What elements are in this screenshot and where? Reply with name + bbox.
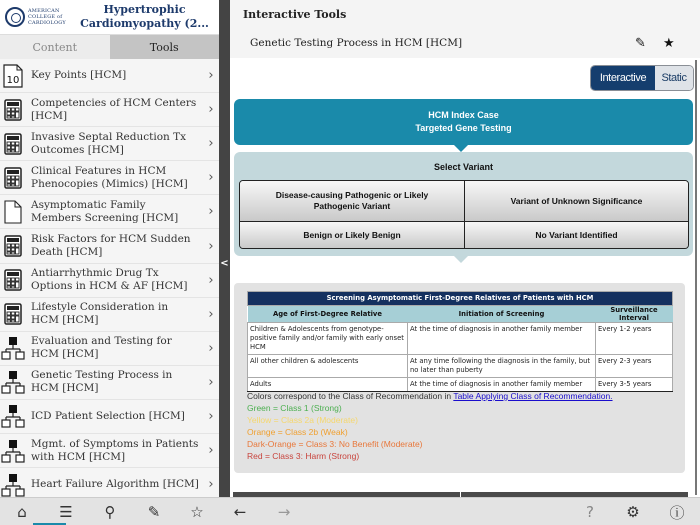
chevron-right-icon: › (208, 68, 214, 84)
variant-vus-button[interactable]: Variant of Unknown Significance (464, 181, 688, 221)
svg-text:10: 10 (6, 74, 20, 86)
chevron-right-icon: › (208, 272, 214, 288)
favorites-star-icon[interactable]: ☆ (190, 503, 204, 521)
home-icon[interactable]: ⌂ (17, 503, 27, 521)
table-row: All other children & adolescents At any time following the diagnosis in the family, but no later than puberty Every 2-3 years (248, 355, 673, 378)
bottom-toolbar (0, 497, 700, 525)
calculator-icon (1, 97, 25, 123)
favorite-star-icon[interactable]: ★ (663, 36, 675, 51)
sidebar-item-label: Key Points [HCM] (31, 69, 127, 82)
logo-text: AMERICAN COLLEGE of CARDIOLOGY (28, 8, 66, 26)
sidebar-header (0, 0, 219, 35)
tab-content[interactable]: Content (0, 35, 110, 59)
sidebar-item-label: Asymptomatic Family Members Screening [HCM] (31, 198, 179, 224)
sidebar-item[interactable] (0, 93, 219, 127)
screening-panel (234, 283, 685, 473)
column-header: Age of First-Degree Relative (248, 306, 408, 323)
static-button[interactable]: Static (655, 66, 693, 90)
key-points-icon (1, 63, 25, 89)
chevron-right-icon: › (208, 170, 214, 186)
legend-item: Red = Class 3: Harm (Strong) (247, 451, 360, 461)
legend-item: Green = Class 1 (Strong) (247, 403, 342, 413)
arrow-down-icon (454, 256, 468, 263)
sidebar-item[interactable] (0, 264, 219, 298)
app-title: Hypertrophic Cardiomyopathy (2... (80, 3, 209, 30)
select-variant-box (234, 152, 693, 256)
sidebar-item[interactable] (0, 332, 219, 366)
flowchart-icon (1, 369, 25, 395)
edit-icon[interactable]: ✎ (147, 503, 161, 521)
sidebar (0, 0, 219, 497)
sidebar-item-label: Competencies of HCM Centers [HCM] (31, 96, 197, 122)
table-caption: Screening Asymptomatic First-Degree Relatives of Patients with HCM (248, 292, 673, 306)
document-icon (1, 199, 25, 225)
calculator-icon (1, 301, 25, 327)
view-mode-toggle (590, 65, 694, 91)
sidebar-item-label: Clinical Features in HCM Phenocopies (Mimics) [HCM] (31, 164, 188, 190)
legend-item: Dark-Orange = Class 3: No Benefit (Moderate) (247, 439, 423, 449)
info-icon[interactable]: ⓘ (669, 503, 685, 522)
section-title: Interactive Tools (243, 8, 347, 21)
flowchart-icon (1, 438, 25, 464)
variant-none-button[interactable]: No Variant Identified (464, 221, 688, 248)
class-of-recommendation-link[interactable]: Table Applying Class of Recommendation. (453, 391, 613, 401)
acc-seal-icon (5, 7, 25, 27)
sidebar-item[interactable] (0, 195, 219, 229)
sidebar-item[interactable] (0, 400, 219, 434)
sidebar-item-label: Evaluation and Testing for HCM [HCM] (31, 335, 172, 361)
sidebar-item-label: Lifestyle Consideration in HCM [HCM] (31, 301, 169, 327)
variant-pathogenic-button[interactable]: Disease-causing Pathogenic or Likely Pathogenic Variant (240, 181, 464, 221)
scrollbar[interactable] (695, 60, 697, 495)
sidebar-item-label: Heart Failure Algorithm [HCM] (31, 478, 199, 491)
tab-tools[interactable]: Tools (110, 35, 220, 59)
chevron-right-icon: › (208, 340, 214, 356)
sidebar-item-label: ICD Patient Selection [HCM] (31, 409, 185, 422)
calculator-icon (1, 267, 25, 293)
arrow-down-icon (454, 145, 468, 152)
sidebar-item[interactable] (0, 434, 219, 468)
chevron-right-icon: › (208, 238, 214, 254)
collapse-sidebar-button[interactable]: < (220, 258, 229, 269)
edit-note-icon[interactable]: ✎ (635, 36, 646, 51)
chevron-right-icon: › (208, 306, 214, 322)
calculator-icon (1, 131, 25, 157)
flowchart-icon (1, 335, 25, 361)
help-icon[interactable]: ? (586, 503, 594, 521)
back-arrow-icon[interactable]: ← (233, 503, 247, 521)
sidebar-item[interactable] (0, 298, 219, 332)
chevron-right-icon: › (208, 374, 214, 390)
table-row: Adults At the time of diagnosis in another family member Every 3-5 years (248, 378, 673, 392)
variant-options (239, 180, 689, 249)
main-panel (230, 0, 700, 497)
sidebar-item[interactable] (0, 229, 219, 263)
sidebar-item-label: Invasive Septal Reduction Tx Outcomes [HCM] (31, 130, 187, 156)
select-variant-title: Select Variant (433, 162, 494, 172)
class-legend: Colors correspond to the Class of Recommendation in Table Applying Class of Recommendation. Green = Class 1 (Strong) Yellow = Class 2a (Moderate) Orange = Class 2b (Weak) Dark-Orange = Class 3: No Benefit (Moderate) Red = Class 3: Harm (Strong) (247, 391, 613, 461)
sidebar-item-label: Antiarrhythmic Drug Tx Options in HCM & AF [HCM] (31, 267, 188, 293)
sidebar-item-label: Risk Factors for HCM Sudden Death [HCM] (31, 233, 191, 259)
split-divider[interactable] (219, 0, 230, 497)
sidebar-item-label: Genetic Testing Process in HCM [HCM] (31, 369, 173, 395)
table-row: Children & Adolescents from genotype-positive family and/or family with early onset HCM At the time of diagnosis in another family member Every 1-2 years (248, 323, 673, 355)
legend-item: Orange = Class 2b (Weak) (247, 427, 348, 437)
column-header: Initiation of Screening (408, 306, 596, 323)
tool-title: Genetic Testing Process in HCM [HCM] (250, 37, 463, 49)
sidebar-item[interactable] (0, 366, 219, 400)
screening-table (247, 291, 673, 392)
settings-gear-icon[interactable]: ⚙ (626, 503, 640, 521)
chevron-right-icon: › (208, 408, 214, 424)
chevron-right-icon: › (208, 477, 214, 493)
chevron-right-icon: › (208, 102, 214, 118)
flowchart-icon (1, 403, 25, 429)
sidebar-item-label: Mgmt. of Symptoms in Patients with HCM [HCM] (31, 437, 199, 463)
sidebar-tabs (0, 35, 219, 59)
chevron-right-icon: › (208, 443, 214, 459)
sidebar-item[interactable] (0, 59, 219, 93)
flowchart-icon (1, 472, 25, 497)
forward-arrow-icon[interactable]: → (277, 503, 291, 521)
variant-benign-button[interactable]: Benign or Likely Benign (240, 221, 464, 248)
sidebar-item[interactable] (0, 468, 219, 497)
index-case-box: HCM Index Case Targeted Gene Testing (234, 99, 693, 145)
chevron-right-icon: › (208, 204, 214, 220)
list-icon[interactable]: ☰ (59, 503, 73, 521)
tools-list (0, 59, 219, 497)
calculator-icon (1, 165, 25, 191)
sidebar-item[interactable] (0, 127, 219, 161)
search-icon[interactable]: ⚲ (104, 503, 116, 521)
column-header: Surveillance Interval (596, 306, 673, 323)
interactive-button[interactable]: Interactive (591, 66, 655, 90)
chevron-right-icon: › (208, 136, 214, 152)
calculator-icon (1, 233, 25, 259)
sidebar-item[interactable] (0, 161, 219, 195)
acc-logo (0, 7, 70, 27)
legend-item: Yellow = Class 2a (Moderate) (247, 415, 358, 425)
